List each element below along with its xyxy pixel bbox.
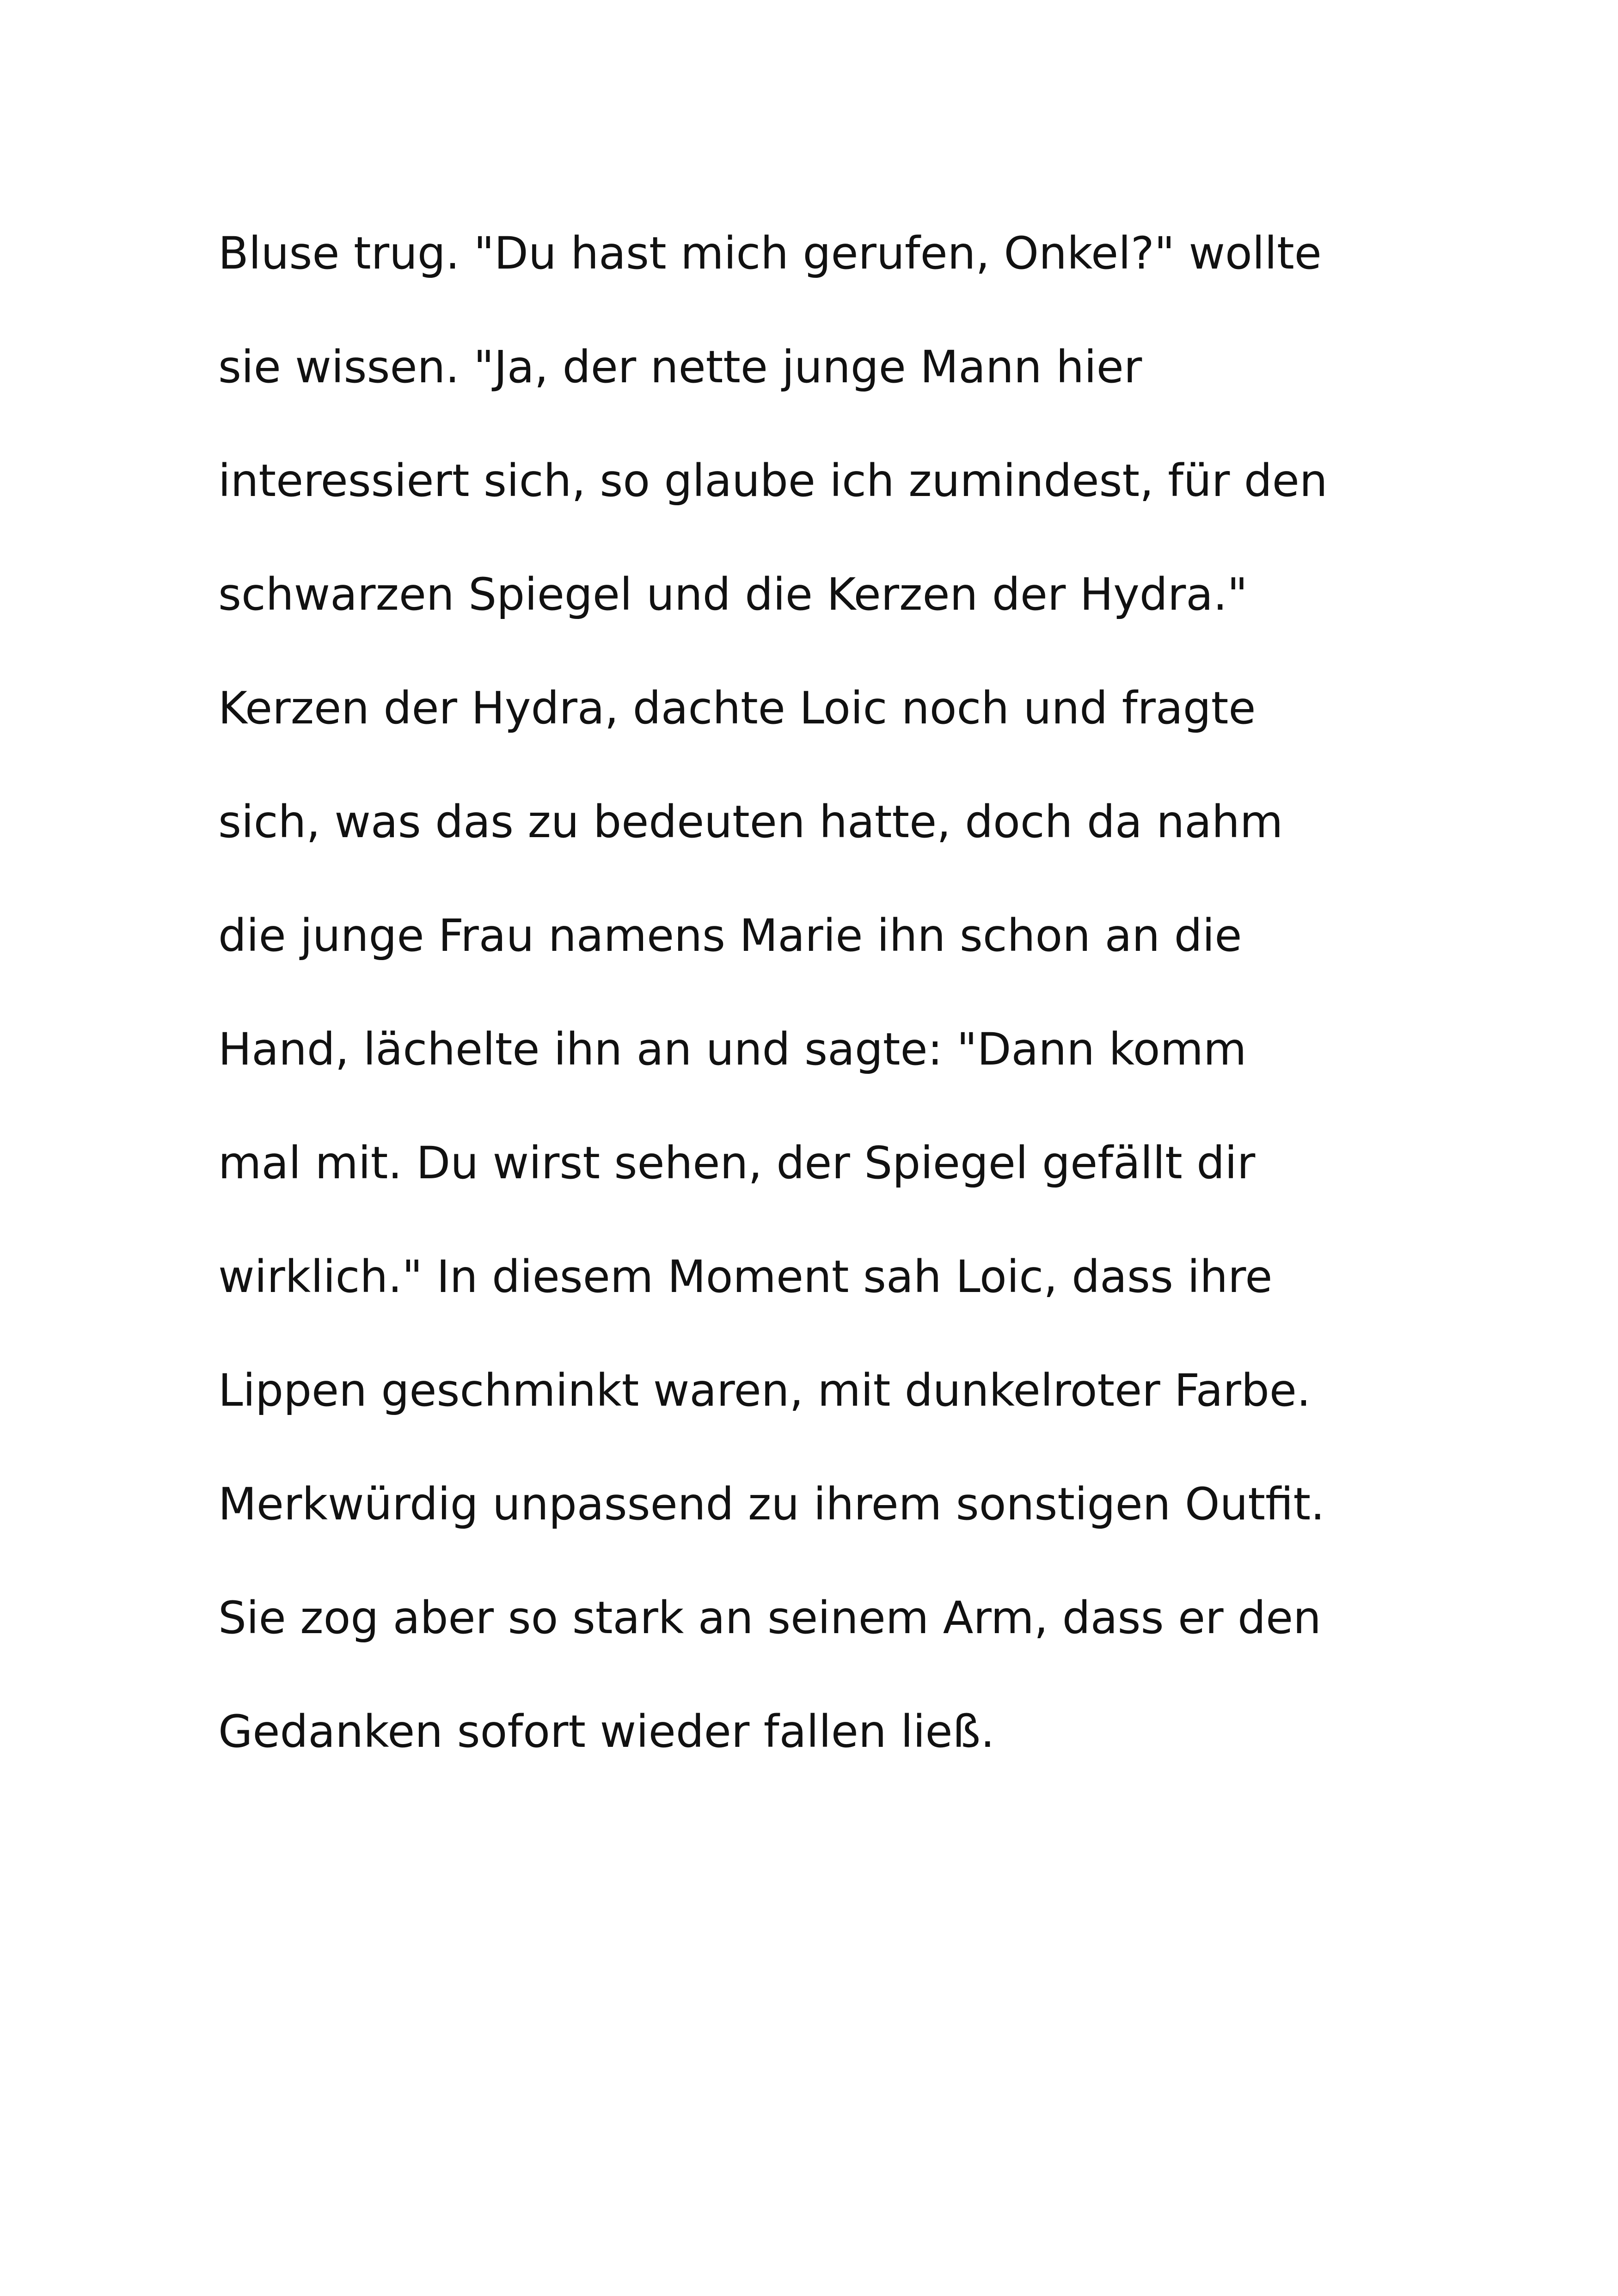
text-line-8: Hand, lächelte ihn an und sagte: "Dann komm bbox=[218, 1023, 1247, 1075]
text-line-4: schwarzen Spiegel und die Kerzen der Hydra." bbox=[218, 569, 1248, 620]
text-line-5: Kerzen der Hydra, dachte Loic noch und fragte bbox=[218, 682, 1256, 734]
text-line-10: wirklich." In diesem Moment sah Loic, dass ihre bbox=[218, 1251, 1273, 1303]
text-line-14: Gedanken sofort wieder fallen ließ. bbox=[218, 1706, 995, 1757]
text-line-3: interessiert sich, so glaube ich zumindest, für den bbox=[218, 455, 1328, 507]
text-line-1: Bluse trug. "Du hast mich gerufen, Onkel?" wollte bbox=[218, 227, 1322, 279]
text-line-11: Lippen geschminkt waren, mit dunkelroter Farbe. bbox=[218, 1365, 1311, 1416]
text-line-9: mal mit. Du wirst sehen, der Spiegel gefällt dir bbox=[218, 1137, 1256, 1189]
text-line-6: sich, was das zu bedeuten hatte, doch da nahm bbox=[218, 796, 1283, 848]
text-line-2: sie wissen. "Ja, der nette junge Mann hier bbox=[218, 341, 1142, 393]
text-line-7: die junge Frau namens Marie ihn schon an die bbox=[218, 910, 1242, 961]
text-line-12: Merkwürdig unpassend zu ihrem sonstigen Outfit. bbox=[218, 1478, 1325, 1530]
text-line-13: Sie zog aber so stark an seinem Arm, dass er den bbox=[218, 1592, 1321, 1644]
